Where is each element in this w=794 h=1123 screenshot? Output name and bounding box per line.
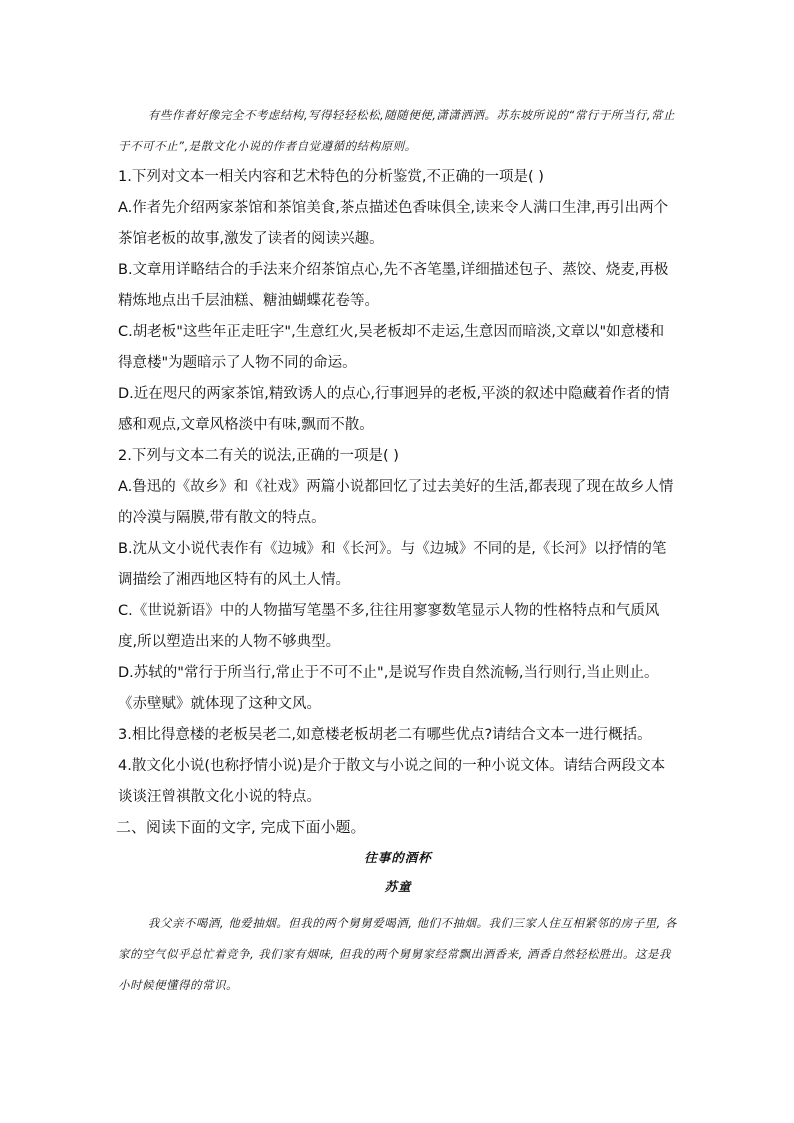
question-3: 3.相比得意楼的老板吴老二,如意楼老板胡老二有哪些优点?请结合文本一进行概括。 xyxy=(118,727,652,743)
option-c: C.胡老板"这些年正走旺字",生意红火,吴老板却不走运,生意因而暗淡,文章以"如意楼和得意楼"为题暗示了人物不同的命运。 xyxy=(118,324,665,371)
question-stem: 1.下列对文本一相关内容和艺术特色的分析鉴赏,不正确的一项是( ) xyxy=(118,169,544,185)
question-stem: 2.下列与文本二有关的说法,正确的一项是( ) xyxy=(118,448,399,464)
option-d: D.近在咫尺的两家茶馆,精致诱人的点心,行事迥异的老板,平淡的叙述中隐藏着作者的情感和观点,文章风格淡中有味,飘而不散。 xyxy=(118,386,670,433)
option-d: D.苏轼的"常行于所当行,常止于不可不止",是说写作贵自然流畅,当行则行,当止则止。《赤壁赋》就体现了这种文风。 xyxy=(118,665,659,712)
option-a: A.作者先介绍两家茶馆和茶馆美食,茶点描述色香味俱全,读来令人满口生津,再引出两个茶馆老板的故事,激发了读者的阅读兴趣。 xyxy=(118,200,669,247)
story-author: 苏童 xyxy=(384,879,412,894)
story-title: 往事的酒杯 xyxy=(364,850,432,865)
document-content xyxy=(118,100,678,1001)
section-2-heading: 二、阅读下面的文字, 完成下面小题。 xyxy=(116,818,366,836)
option-b: B.文章用详略结合的手法来介绍茶馆点心,先不吝笔墨,详细描述包子、蒸饺、烧麦,再极精炼地点出千层油糕、糖油蝴蝶花卷等。 xyxy=(118,262,669,309)
question-2 xyxy=(118,441,678,720)
option-a: A.鲁迅的《故乡》和《社戏》两篇小说都回忆了过去美好的生活,都表现了现在故乡人情的冷漠与隔膜,带有散文的特点。 xyxy=(118,479,674,526)
option-b: B.沈从文小说代表作有《边城》和《长河》。与《边城》不同的是,《长河》以抒情的笔调描绘了湘西地区特有的风土人情。 xyxy=(118,541,667,588)
question-4: 4.散文化小说(也称抒情小说)是介于散文与小说之间的一种小说文体。请结合两段文本谈谈汪曾祺散文化小说的特点。 xyxy=(118,758,666,805)
option-c: C.《世说新语》中的人物描写笔墨不多,往往用寥寥数笔显示人物的性格特点和气质风度,所以塑造出来的人物不够典型。 xyxy=(118,603,660,650)
intro-paragraph: 有些作者好像完全不考虑结构,写得轻轻松松,随随便便,潇潇洒洒。苏东坡所说的“常行于所当行,常止于不可不止”,是散文化小说的作者自觉遵循的结构原则。 xyxy=(118,108,675,153)
story-paragraph: 我父亲不喝酒, 他爱抽烟。但我的两个舅舅爱喝酒, 他们不抽烟。我们三家人住互相紧邻的房子里, 各家的空气似乎总忙着竞争, 我们家有烟味, 但我的两个舅舅家经常飘出酒香来, 酒香自然轻松胜出。这是我小时候便懂得的常识。 xyxy=(118,916,677,992)
question-1 xyxy=(118,162,678,441)
